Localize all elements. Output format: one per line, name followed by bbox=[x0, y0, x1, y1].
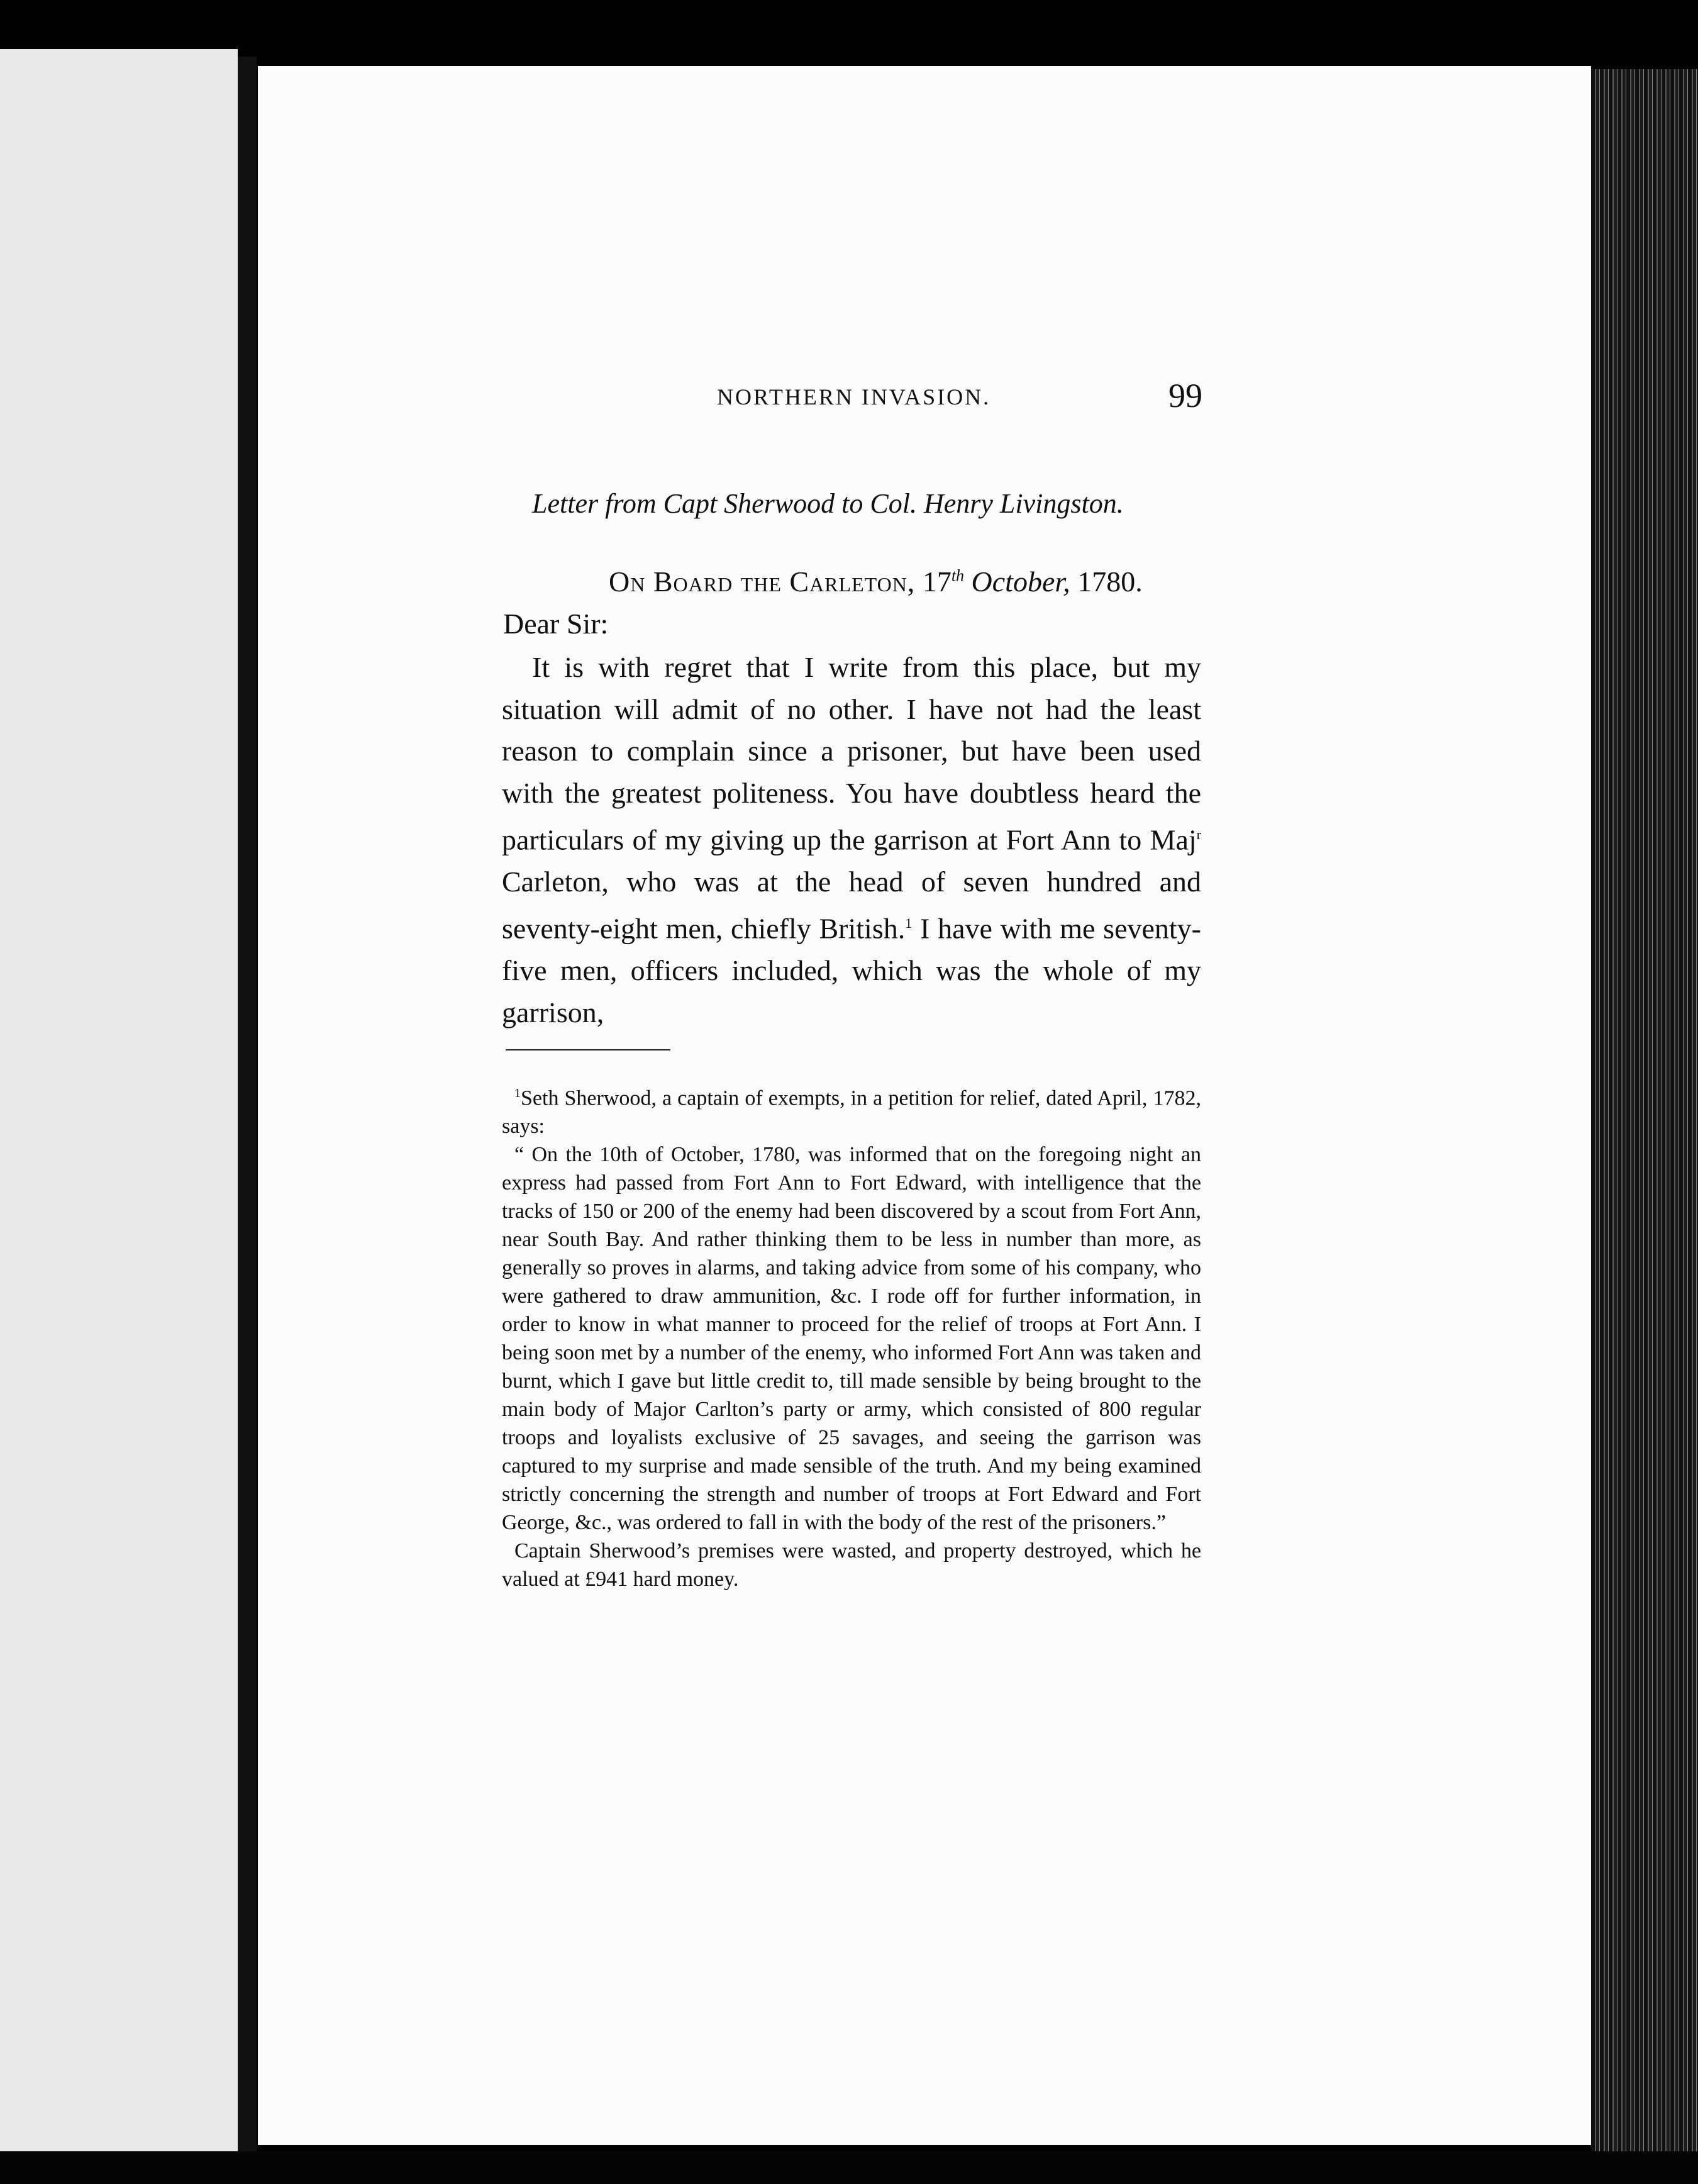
body-text-part2: Carleton, who was at the head of seven hundred and seventy-eight men, chiefly British. bbox=[502, 865, 1201, 945]
letter-dateline bbox=[609, 565, 1143, 598]
running-head: NORTHERN INVASION. bbox=[717, 384, 991, 410]
letter-body bbox=[502, 647, 1201, 1034]
footnote-rule bbox=[506, 1049, 670, 1050]
superscript-r: r bbox=[1196, 827, 1201, 842]
footnotes bbox=[502, 1079, 1201, 1593]
dateline-day: 17 bbox=[922, 566, 952, 598]
dateline-place: On Board the Carleton, bbox=[609, 566, 916, 598]
letter-paragraph bbox=[502, 647, 1201, 1034]
letter-salutation: Dear Sir: bbox=[503, 608, 609, 640]
footnote-intro-text: Seth Sherwood, a captain of exempts, in a petition for relief, dated April, 1782, says: bbox=[502, 1086, 1201, 1139]
dateline-year: 1780. bbox=[1077, 566, 1143, 598]
book-gutter bbox=[238, 57, 257, 2151]
footnote-intro bbox=[502, 1079, 1201, 1140]
letter-title: Letter from Capt Sherwood to Col. Henry Livingston. bbox=[532, 488, 1124, 519]
footnote-quote: “ On the 10th of October, 1780, was informed that on the foregoing night an express had passed from Fort Ann to Fort Edward, with intelligence that the tracks of 150 or 200 of the enemy had been discovered by a scout from Fort Ann, near South Bay. And rather thinking them to be less in number than more, as generally so proves in alarms, and taking advice from some of his company, who were gathered to draw ammunition, &c. I rode off for further information, in order to know in what manner to proceed for the relief of troops at Fort Ann. I being soon met by a number of the enemy, who informed Fort Ann was taken and burnt, which I gave but little credit to, till made sensible by being brought to the main body of Major Carlton’s party or army, which consisted of 800 regular troops and loyalists exclusive of 25 savages, and seeing the garrison was captured to my surprise and made sensible of the truth. And my being examined strictly concerning the strength and number of troops at Fort Edward and Fort George, &c., was ordered to fall in with the body of the rest of the prisoners.” bbox=[502, 1143, 1201, 1535]
footnote-marker: 1 bbox=[514, 1086, 521, 1100]
left-page bbox=[0, 49, 238, 2153]
footnote-closing: Captain Sherwood’s premises were wasted, and property destroyed, which he valued at £941 hard money. bbox=[502, 1539, 1201, 1591]
page-edges bbox=[1591, 69, 1698, 2151]
dateline-month: October, bbox=[971, 566, 1070, 598]
page-number: 99 bbox=[1168, 377, 1202, 415]
scan-bottom-edge bbox=[0, 2151, 1698, 2184]
body-text-part1: It is with regret that I write from this place, but my situation will admit of no other. I have not had the least reason to complain since a prisoner, but have been used with the greatest politeness. You have doubtless heard the particulars of my giving up the garrison at Fort Ann to Maj bbox=[502, 651, 1201, 856]
dateline-day-suffix: th bbox=[951, 566, 965, 585]
footnote-reference: 1 bbox=[905, 915, 913, 932]
body-text-part3: I have with me seventy-five men, officers included, which was the whole of my garrison, bbox=[502, 912, 1202, 1028]
